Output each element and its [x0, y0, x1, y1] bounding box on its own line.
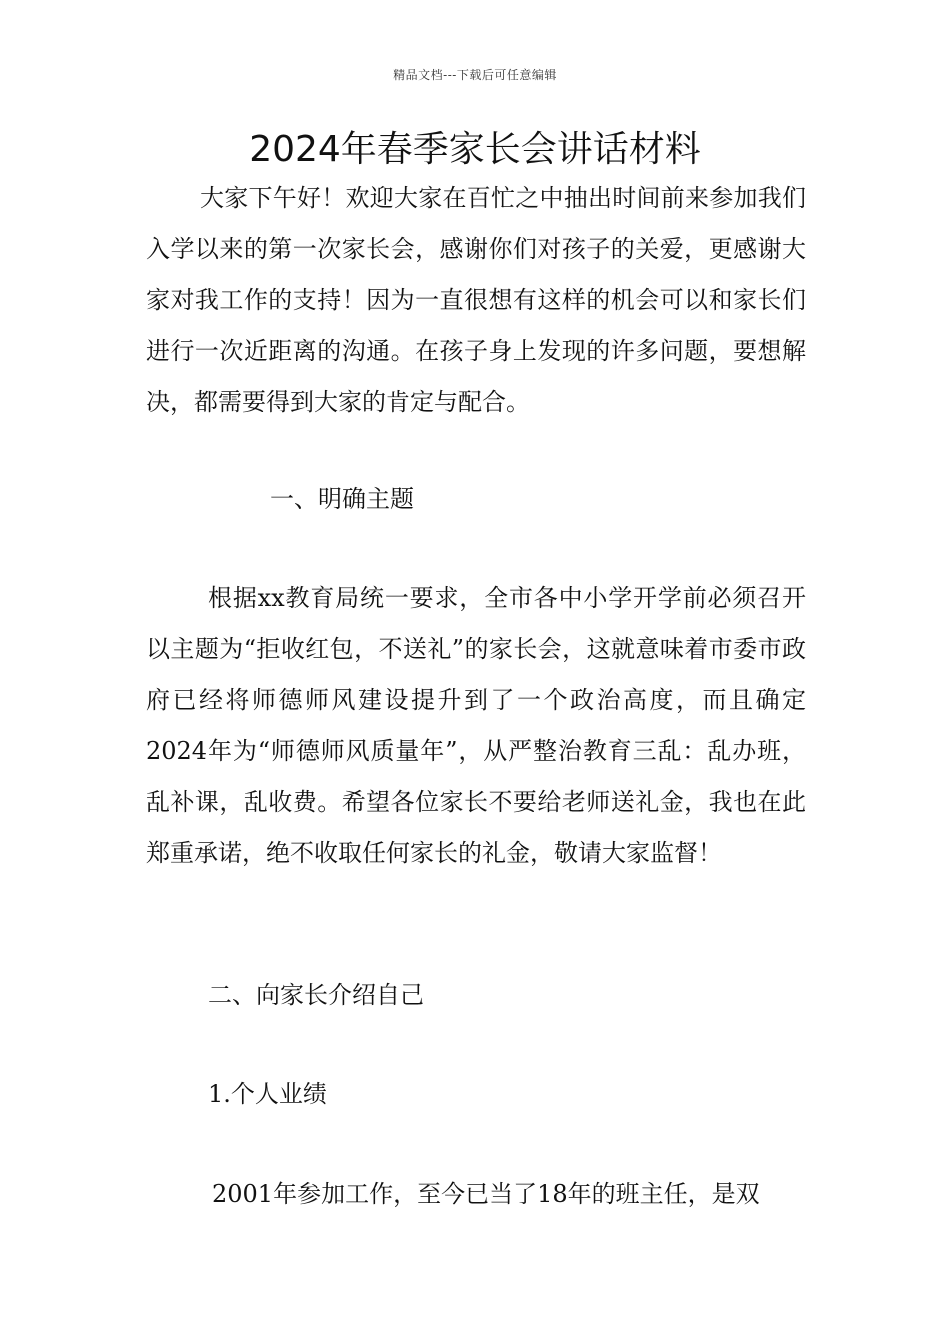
section-theme-paragraph: 根据xx教育局统一要求，全市各中小学开学前必须召开以主题为“拒收红包，不送礼”的家长会，这就意味着市委市政府已经将师德师风建设提升到了一个政治高度，而且确定2024年为“师德师风质量年”，从严整治教育三乱：乱办班，乱补课，乱收费。希望各位家长不要给老师送礼金，我也在此郑重承诺，绝不收取任何家长的礼金，敬请大家监督！	[146, 584, 806, 867]
section-heading-introduction: 二、向家长介绍自己	[208, 981, 424, 1009]
document-title: 2024年春季家长会讲话材料	[249, 129, 701, 170]
intro-paragraph: 大家下午好！欢迎大家在百忙之中抽出时间前来参加我们入学以来的第一次家长会，感谢你们对孩子的关爱，更感谢大家对我工作的支持！因为一直很想有这样的机会可以和家长们进行一次近距离的沟通。在孩子身上发现的许多问题，要想解决，都需要得到大家的肯定与配合。	[146, 184, 806, 416]
header-note: 精品文档---下载后可任意编辑	[393, 68, 557, 82]
subsection-achievements-paragraph: 2001年参加工作，至今已当了18年的班主任，是双	[212, 1180, 760, 1208]
section-heading-theme: 一、明确主题	[270, 485, 414, 513]
subsection-heading-achievements: 1.个人业绩	[208, 1080, 327, 1108]
